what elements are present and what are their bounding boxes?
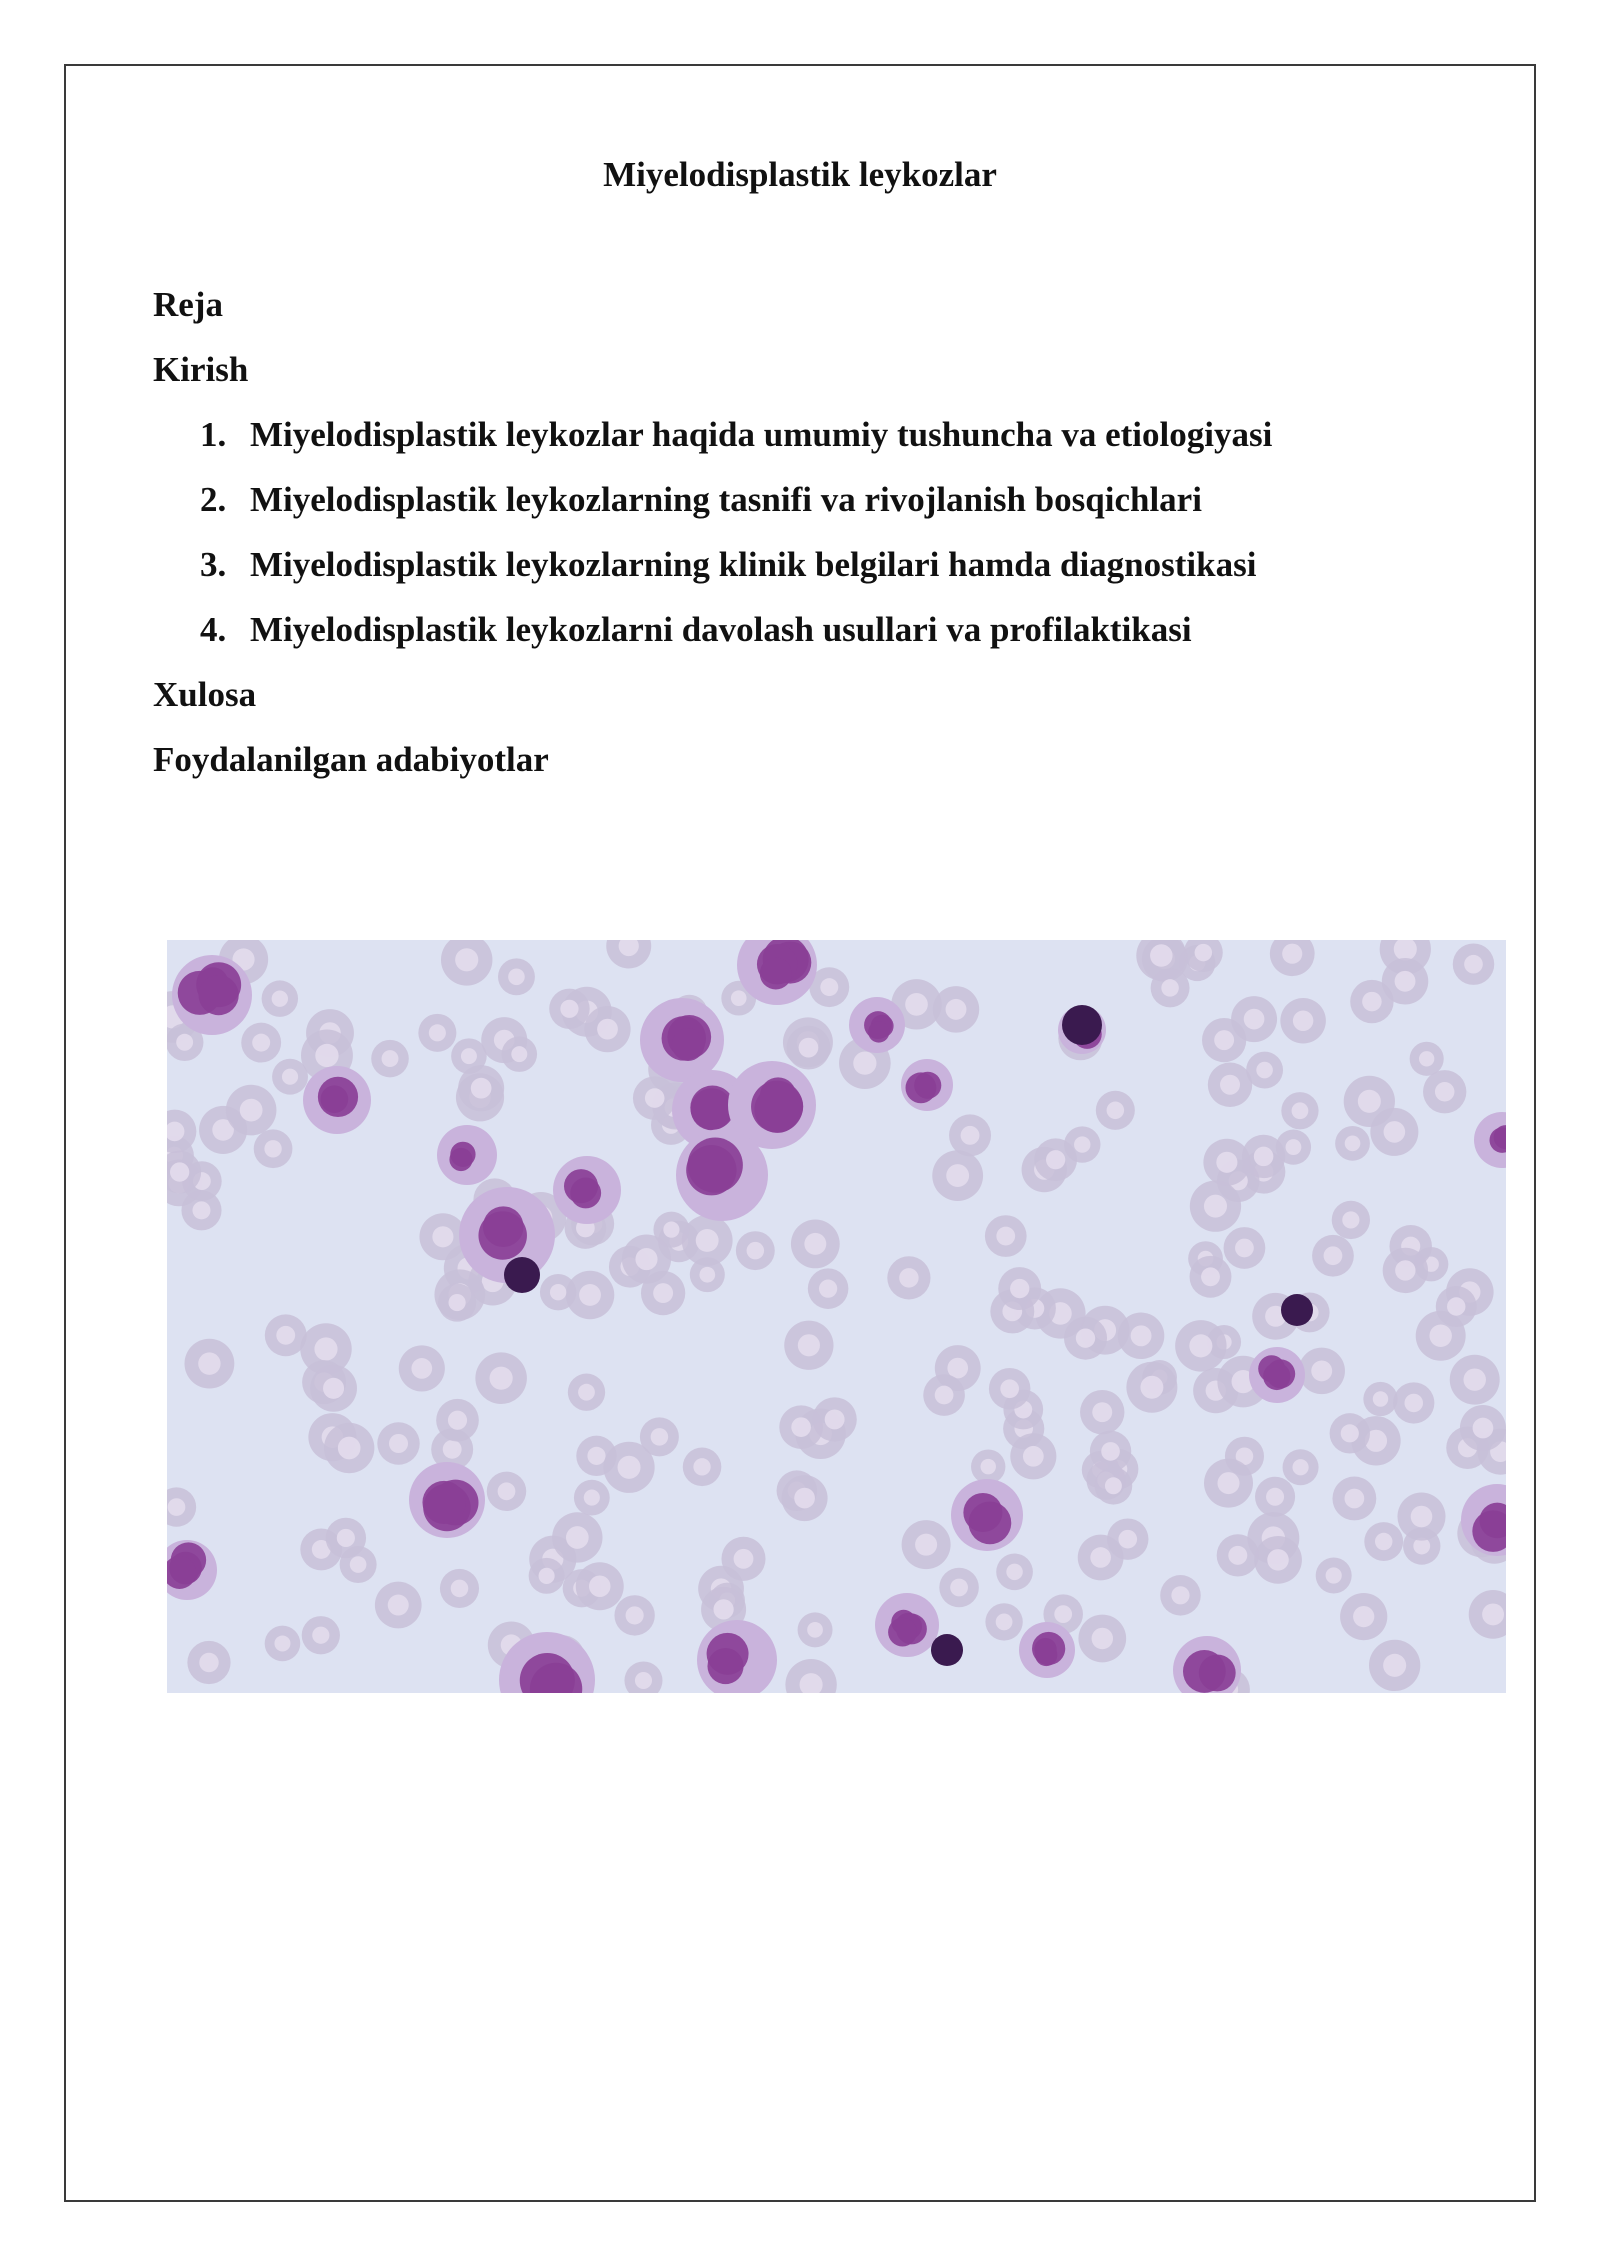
white-blood-cell-nucleus <box>483 1206 524 1247</box>
red-blood-cell-center <box>1411 1506 1433 1528</box>
lymphocyte <box>504 1257 540 1293</box>
red-blood-cell-center <box>820 978 838 996</box>
red-blood-cell-center <box>338 1437 361 1460</box>
red-blood-cell-center <box>747 1242 764 1259</box>
red-blood-cell-center <box>950 1579 968 1597</box>
red-blood-cell-center <box>734 1549 754 1569</box>
red-blood-cell-center <box>1345 1136 1361 1152</box>
red-blood-cell-center <box>626 1606 644 1624</box>
red-blood-cell-center <box>589 1575 611 1597</box>
white-blood-cell-nucleus <box>707 1648 743 1684</box>
red-blood-cell-center <box>240 1099 263 1122</box>
plan-item-4 <box>153 605 1272 670</box>
red-blood-cell-center <box>272 990 288 1006</box>
red-blood-cell-center <box>1464 955 1483 974</box>
red-blood-cell-center <box>490 1367 513 1390</box>
red-blood-cell-center <box>1150 944 1173 967</box>
plan-item-1 <box>153 410 1272 475</box>
white-blood-cell-nucleus <box>760 957 792 989</box>
red-blood-cell-center <box>432 1226 453 1247</box>
red-blood-cell-center <box>1140 1376 1163 1399</box>
red-blood-cell-center <box>1107 1102 1125 1120</box>
red-blood-cell-center <box>1105 1477 1122 1494</box>
red-blood-cell-center <box>1383 1654 1406 1677</box>
red-blood-cell-center <box>388 1595 409 1616</box>
red-blood-cell-center <box>1435 1082 1455 1102</box>
red-blood-cell-center <box>1220 1075 1240 1095</box>
red-blood-cell-center <box>635 1672 652 1689</box>
plan-item-text: Miyelodisplastik leykozlarning tasnifi va rivojlanish bosqichlari <box>250 480 1202 519</box>
plan-item-2 <box>153 475 1272 540</box>
red-blood-cell-center <box>1324 1246 1343 1265</box>
red-blood-cell-center <box>1342 1211 1359 1228</box>
red-blood-cell-center <box>946 1164 969 1187</box>
white-blood-cell-nucleus <box>968 1501 1011 1544</box>
white-blood-cell-nucleus <box>688 1137 743 1192</box>
white-blood-cell-nucleus <box>906 1072 937 1103</box>
plan-item-number: 1. <box>200 415 227 454</box>
red-blood-cell-center <box>511 1046 527 1062</box>
red-blood-cell-center <box>1353 1606 1374 1627</box>
white-blood-cell-nucleus <box>199 975 239 1015</box>
red-blood-cell-center <box>798 1334 820 1356</box>
red-blood-cell-center <box>651 1428 669 1446</box>
red-blood-cell-center <box>315 1044 338 1067</box>
white-blood-cell-nucleus <box>449 1148 472 1171</box>
red-blood-cell-center <box>1345 1489 1365 1509</box>
red-blood-cell-center <box>587 1447 605 1465</box>
red-blood-cell-center <box>1447 1297 1465 1315</box>
red-blood-cell-center <box>935 1386 954 1405</box>
red-blood-cell-center <box>1326 1567 1342 1583</box>
red-blood-cell-center <box>1054 1605 1072 1623</box>
red-blood-cell-center <box>1092 1402 1112 1422</box>
red-blood-cell-center <box>1214 1030 1234 1050</box>
red-blood-cell-center <box>252 1034 270 1052</box>
blood-smear-image <box>167 940 1506 1693</box>
red-blood-cell-center <box>282 1069 298 1085</box>
red-blood-cell-center <box>1473 1418 1494 1439</box>
red-blood-cell-center <box>1216 1152 1237 1173</box>
red-blood-cell-center <box>1000 1379 1019 1398</box>
red-blood-cell-center <box>1429 1325 1451 1347</box>
white-blood-cell-nucleus <box>1183 1650 1226 1693</box>
lymphocyte <box>931 1634 963 1666</box>
red-blood-cell-center <box>312 1627 329 1644</box>
red-blood-cell-center <box>1375 1533 1392 1550</box>
red-blood-cell-center <box>731 990 747 1006</box>
red-blood-cell-center <box>448 1411 467 1430</box>
plan-heading: Reja <box>153 285 223 324</box>
red-blood-cell-center <box>1161 979 1179 997</box>
red-blood-cell-center <box>1362 992 1382 1012</box>
white-blood-cell-nucleus <box>868 1021 889 1042</box>
red-blood-cell-center <box>1358 1090 1381 1113</box>
red-blood-cell-center <box>323 1378 344 1399</box>
red-blood-cell-center <box>663 1222 679 1238</box>
red-blood-cell-center <box>899 1268 918 1287</box>
red-blood-cell-center <box>578 1384 595 1401</box>
red-blood-cell-center <box>584 1490 600 1506</box>
red-blood-cell-center <box>1419 1051 1434 1066</box>
red-blood-cell-center <box>199 1653 218 1672</box>
red-blood-cell-center <box>915 1534 937 1556</box>
plan-item-text: Miyelodisplastik leykozlarni davolash usullari va profilaktikasi <box>250 610 1192 649</box>
red-blood-cell-center <box>1228 1546 1247 1565</box>
red-blood-cell-center <box>1204 1195 1227 1218</box>
red-blood-cell-center <box>498 1482 516 1500</box>
plan-item-text: Miyelodisplastik leykozlarning klinik belgilari hamda diagnostikasi <box>250 545 1257 584</box>
red-blood-cell-center <box>1074 1136 1090 1152</box>
red-blood-cell-center <box>550 1284 566 1300</box>
red-blood-cell-center <box>618 1456 641 1479</box>
plan-section <box>153 280 1272 800</box>
red-blood-cell-center <box>443 1440 462 1459</box>
white-blood-cell-nucleus <box>422 1481 465 1524</box>
red-blood-cell-center <box>1131 1325 1152 1346</box>
red-blood-cell-center <box>1395 971 1416 992</box>
red-blood-cell-center <box>337 1529 355 1547</box>
red-blood-cell-center <box>1118 1530 1137 1549</box>
red-blood-cell-center <box>1286 1139 1302 1155</box>
red-blood-cell-center <box>198 1352 220 1374</box>
white-blood-cell-nucleus <box>690 1086 734 1130</box>
red-blood-cell-center <box>696 1229 719 1252</box>
red-blood-cell-center <box>1256 1062 1273 1079</box>
red-blood-cell-center <box>1171 1586 1189 1604</box>
red-blood-cell-center <box>1292 1102 1309 1119</box>
red-blood-cell-center <box>350 1556 367 1573</box>
red-blood-cell-center <box>635 1248 657 1270</box>
red-blood-cell-center <box>471 1078 492 1099</box>
red-blood-cell-center <box>1463 1368 1485 1390</box>
red-blood-cell-center <box>946 999 967 1020</box>
red-blood-cell-center <box>192 1201 210 1219</box>
red-blood-cell-center <box>825 1409 845 1429</box>
red-blood-cell-center <box>264 1140 281 1157</box>
red-blood-cell-center <box>1195 944 1212 961</box>
red-blood-cell-center <box>1201 1267 1220 1286</box>
red-blood-cell-center <box>168 1498 186 1516</box>
red-blood-cell-center <box>1373 1391 1388 1406</box>
plan-item-3 <box>153 540 1272 605</box>
red-blood-cell-center <box>1293 1010 1313 1030</box>
red-blood-cell-center <box>699 1267 715 1283</box>
red-blood-cell-center <box>1384 1121 1406 1143</box>
red-blood-cell-center <box>508 968 525 985</box>
plan-item-number: 2. <box>200 480 227 519</box>
white-blood-cell-nucleus <box>318 1077 358 1117</box>
red-blood-cell-center <box>1092 1628 1113 1649</box>
red-blood-cell-center <box>791 1417 811 1437</box>
white-blood-cell-nucleus <box>570 1178 601 1209</box>
red-blood-cell-center <box>1244 1009 1265 1030</box>
plan-item-number: 3. <box>200 545 227 584</box>
red-blood-cell-center <box>1292 1459 1308 1475</box>
red-blood-cell-center <box>461 1048 477 1064</box>
red-blood-cell-center <box>819 1280 837 1298</box>
red-blood-cell-center <box>653 1283 673 1303</box>
red-blood-cell-center <box>451 1580 469 1598</box>
references-heading: Foydalanilgan adabiyotlar <box>153 740 549 779</box>
red-blood-cell-center <box>1395 1260 1415 1280</box>
red-blood-cell-center <box>579 1284 601 1306</box>
red-blood-cell-center <box>1311 1360 1332 1381</box>
red-blood-cell-center <box>996 1227 1015 1246</box>
blood-smear-illustration <box>167 940 1506 1693</box>
red-blood-cell-center <box>429 1024 446 1041</box>
red-blood-cell-center <box>1217 1472 1239 1494</box>
red-blood-cell-center <box>276 1326 295 1345</box>
red-blood-cell-center <box>1341 1424 1359 1442</box>
red-blood-cell-center <box>1482 1603 1504 1625</box>
red-blood-cell-center <box>799 1038 819 1058</box>
red-blood-cell-center <box>1404 1394 1423 1413</box>
red-blood-cell-center <box>566 1526 589 1549</box>
red-blood-cell-center <box>1046 1150 1065 1169</box>
red-blood-cell-center <box>1267 1549 1288 1570</box>
red-blood-cell-center <box>961 1126 980 1145</box>
red-blood-cell-center <box>980 1459 995 1474</box>
red-blood-cell-center <box>1076 1328 1095 1347</box>
red-blood-cell-center <box>597 1019 618 1040</box>
white-blood-cell-nucleus <box>1032 1632 1065 1665</box>
plan-item-number: 4. <box>200 610 227 649</box>
red-blood-cell-center <box>713 1599 733 1619</box>
red-blood-cell-center <box>1282 944 1302 964</box>
red-blood-cell-center <box>1010 1279 1029 1298</box>
white-blood-cell-nucleus <box>672 1028 705 1061</box>
red-blood-cell-center <box>314 1337 337 1360</box>
red-blood-cell-center <box>693 1458 710 1475</box>
red-blood-cell-center <box>1023 1446 1044 1467</box>
conclusion-heading: Xulosa <box>153 675 257 714</box>
red-blood-cell-center <box>382 1050 399 1067</box>
red-blood-cell-center <box>560 1000 578 1018</box>
document-title: Miyelodisplastik leykozlar <box>603 155 997 194</box>
intro-heading: Kirish <box>153 350 249 389</box>
lymphocyte <box>1062 1005 1102 1045</box>
white-blood-cell-nucleus <box>1263 1363 1290 1390</box>
white-blood-cell-nucleus <box>751 1081 803 1133</box>
red-blood-cell-center <box>389 1434 408 1453</box>
red-blood-cell-center <box>455 948 478 971</box>
red-blood-cell-center <box>1235 1239 1254 1258</box>
red-blood-cell-center <box>905 993 928 1016</box>
red-blood-cell-center <box>794 1488 815 1509</box>
plan-item-text: Miyelodisplastik leykozlar haqida umumiy tushuncha va etiologiyasi <box>250 415 1273 454</box>
red-blood-cell-center <box>996 1614 1013 1631</box>
lymphocyte <box>1281 1294 1313 1326</box>
red-blood-cell-center <box>274 1635 290 1651</box>
red-blood-cell-center <box>1189 1334 1212 1357</box>
red-blood-cell-center <box>1101 1442 1120 1461</box>
white-blood-cell-nucleus <box>888 1618 917 1647</box>
red-blood-cell-center <box>176 1034 193 1051</box>
red-blood-cell-center <box>449 1294 466 1311</box>
red-blood-cell-center <box>170 1162 189 1181</box>
red-blood-cell-center <box>1266 1488 1284 1506</box>
red-blood-cell-center <box>411 1358 432 1379</box>
red-blood-cell-center <box>853 1052 876 1075</box>
red-blood-cell-center <box>539 1568 555 1584</box>
red-blood-cell-center <box>1254 1147 1274 1167</box>
red-blood-cell-center <box>807 1622 823 1638</box>
red-blood-cell-center <box>1006 1564 1023 1581</box>
red-blood-cell-center <box>645 1088 665 1108</box>
red-blood-cell-center <box>1090 1547 1111 1568</box>
red-blood-cell-center <box>804 1233 826 1255</box>
